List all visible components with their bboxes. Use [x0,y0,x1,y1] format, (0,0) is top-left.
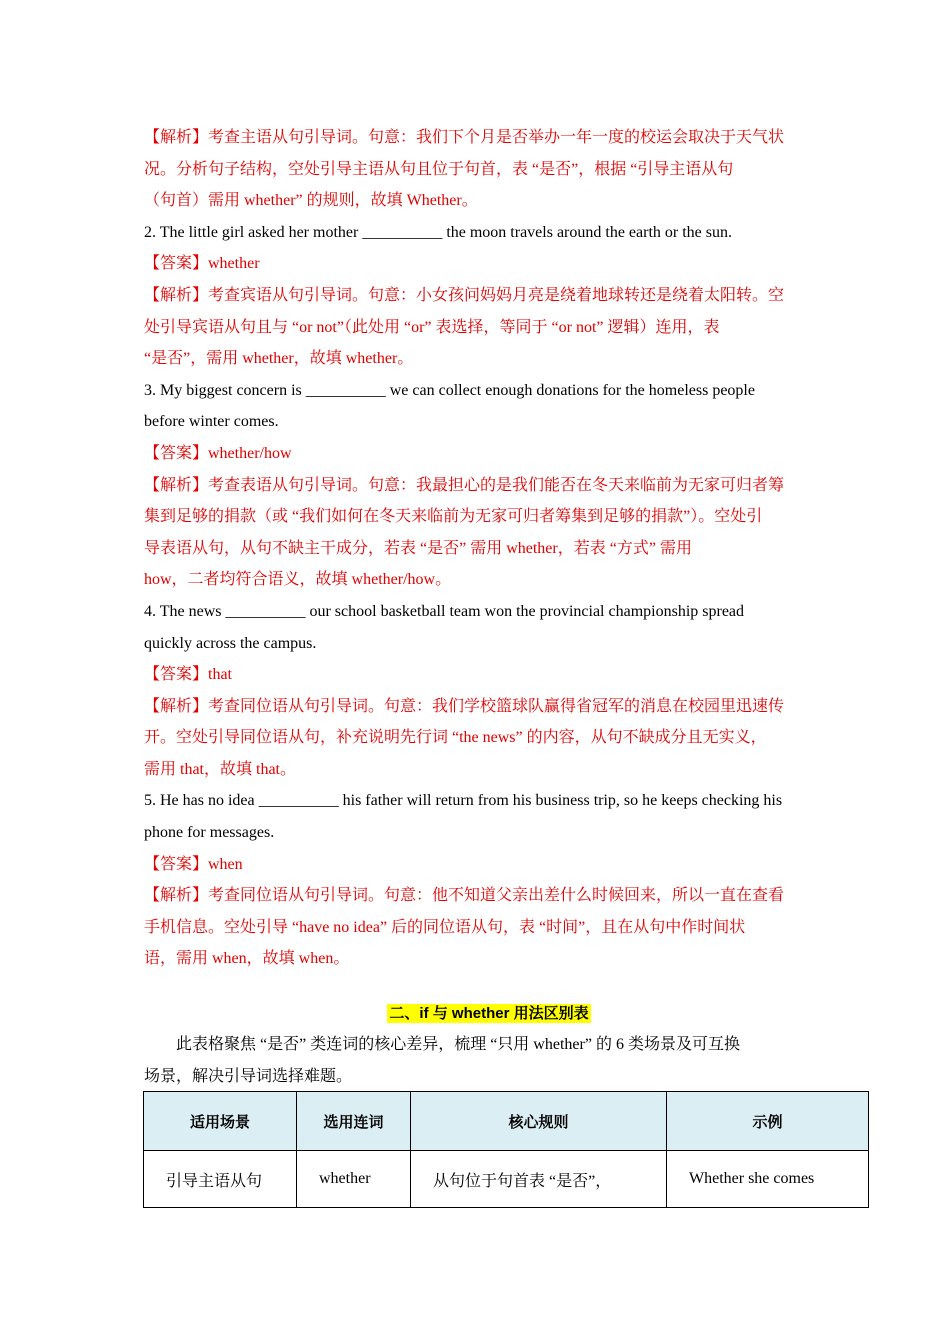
analysis-line: 况。分析句子结构，空处引导主语从句且位于句首，表 “是否”，根据 “引导主语从句 [144,160,734,178]
analysis-line: 语，需用 when，故填 when。 [144,950,350,968]
analysis-line: 导表语从句，从句不缺主干成分，若表 “是否” 需用 whether，若表 “方式” 需用 [144,539,692,557]
content-column [144,122,834,1092]
analysis-line: 开。空处引导同位语从句，补充说明先行词 “the news” 的内容，从句不缺成分且无实义， [144,729,767,747]
analysis-line: 集到足够的捐款（或 “我们如何在冬天来临前为无家可归者筹集到足够的捐款”）。空处引 [144,508,763,526]
item-3 [144,375,834,596]
header-example: 示例 [667,1092,869,1151]
analysis-line: 需用 that，故填 that。 [144,760,296,778]
if-whether-table [143,1091,869,1208]
analysis-line: 【解析】考查同位语从句引导词。句意：他不知道父亲出差什么时候回来，所以一直在查看 [144,887,785,905]
item-4 [144,596,834,786]
header-conjunction: 选用连词 [297,1092,411,1151]
analysis-line: “是否”，需用 whether，故填 whether。 [144,350,414,368]
answer-line: 【答案】that [144,666,232,684]
header-scenario: 适用场景 [144,1092,297,1151]
section-title [144,1003,834,1025]
table-header-row [144,1092,869,1151]
question-line: before winter comes. [144,413,279,431]
item-2 [144,217,834,375]
analysis-line: （句首）需用 whether” 的规则，故填 Whether。 [144,192,478,210]
answer-line: 【答案】whether [144,255,260,273]
table-row [144,1151,869,1208]
analysis-line: 【解析】考查同位语从句引导词。句意：我们学校篮球队赢得省冠军的消息在校园里迅速传 [144,697,785,715]
answer-line: 【答案】whether/how [144,444,292,462]
cell-core-rule: 从句位于句首表 “是否”， [411,1151,667,1208]
analysis-line: how，二者均符合语义，故填 whether/how。 [144,571,452,589]
analysis-line: 手机信息。空处引导 “have no idea” 后的同位语从句，表 “时间”，且在从句中作时间状 [144,918,746,936]
cell-scenario: 引导主语从句 [144,1151,297,1208]
section-title-highlight: 二、if 与 whether 用法区别表 [389,1005,589,1023]
cell-conjunction: whether [297,1151,411,1208]
question-line: 2. The little girl asked her mother __________ the moon travels around the earth or the sun. [144,223,733,241]
analysis-line: 处引导宾语从句且与 “or not”（此处用 “or” 表选择，等同于 “or not” 逻辑）连用，表 [144,318,720,336]
analysis-line: 【解析】考查表语从句引导词。句意：我最担心的是我们能否在冬天来临前为无家可归者筹 [144,476,785,494]
cell-example: Whether she comes [667,1151,869,1208]
analysis-line: 【解析】考查宾语从句引导词。句意：小女孩问妈妈月亮是绕着地球转还是绕着太阳转。空 [144,286,785,304]
section-intro-line: 此表格聚焦 “是否” 类连词的核心差异，梳理 “只用 whether” 的 6 类场景及可互换 [176,1036,740,1054]
section-intro-line: 场景，解决引导词选择难题。 [144,1067,353,1085]
answer-line: 【答案】when [144,855,243,873]
item-5 [144,785,834,975]
question-line: 3. My biggest concern is __________ we can collect enough donations for the homeless people [144,381,755,399]
question-line: 5. He has no idea __________ his father will return from his business trip, so he keeps checking his [144,792,783,810]
question-line: quickly across the campus. [144,634,317,652]
analysis-line: 【解析】考查主语从句引导词。句意：我们下个月是否举办一年一度的校运会取决于天气状 [144,129,785,146]
header-core-rule: 核心规则 [411,1092,667,1151]
question-line: 4. The news __________ our school basketball team won the provincial championship spread [144,602,745,620]
question-line: phone for messages. [144,824,275,842]
item-1 [144,122,834,217]
